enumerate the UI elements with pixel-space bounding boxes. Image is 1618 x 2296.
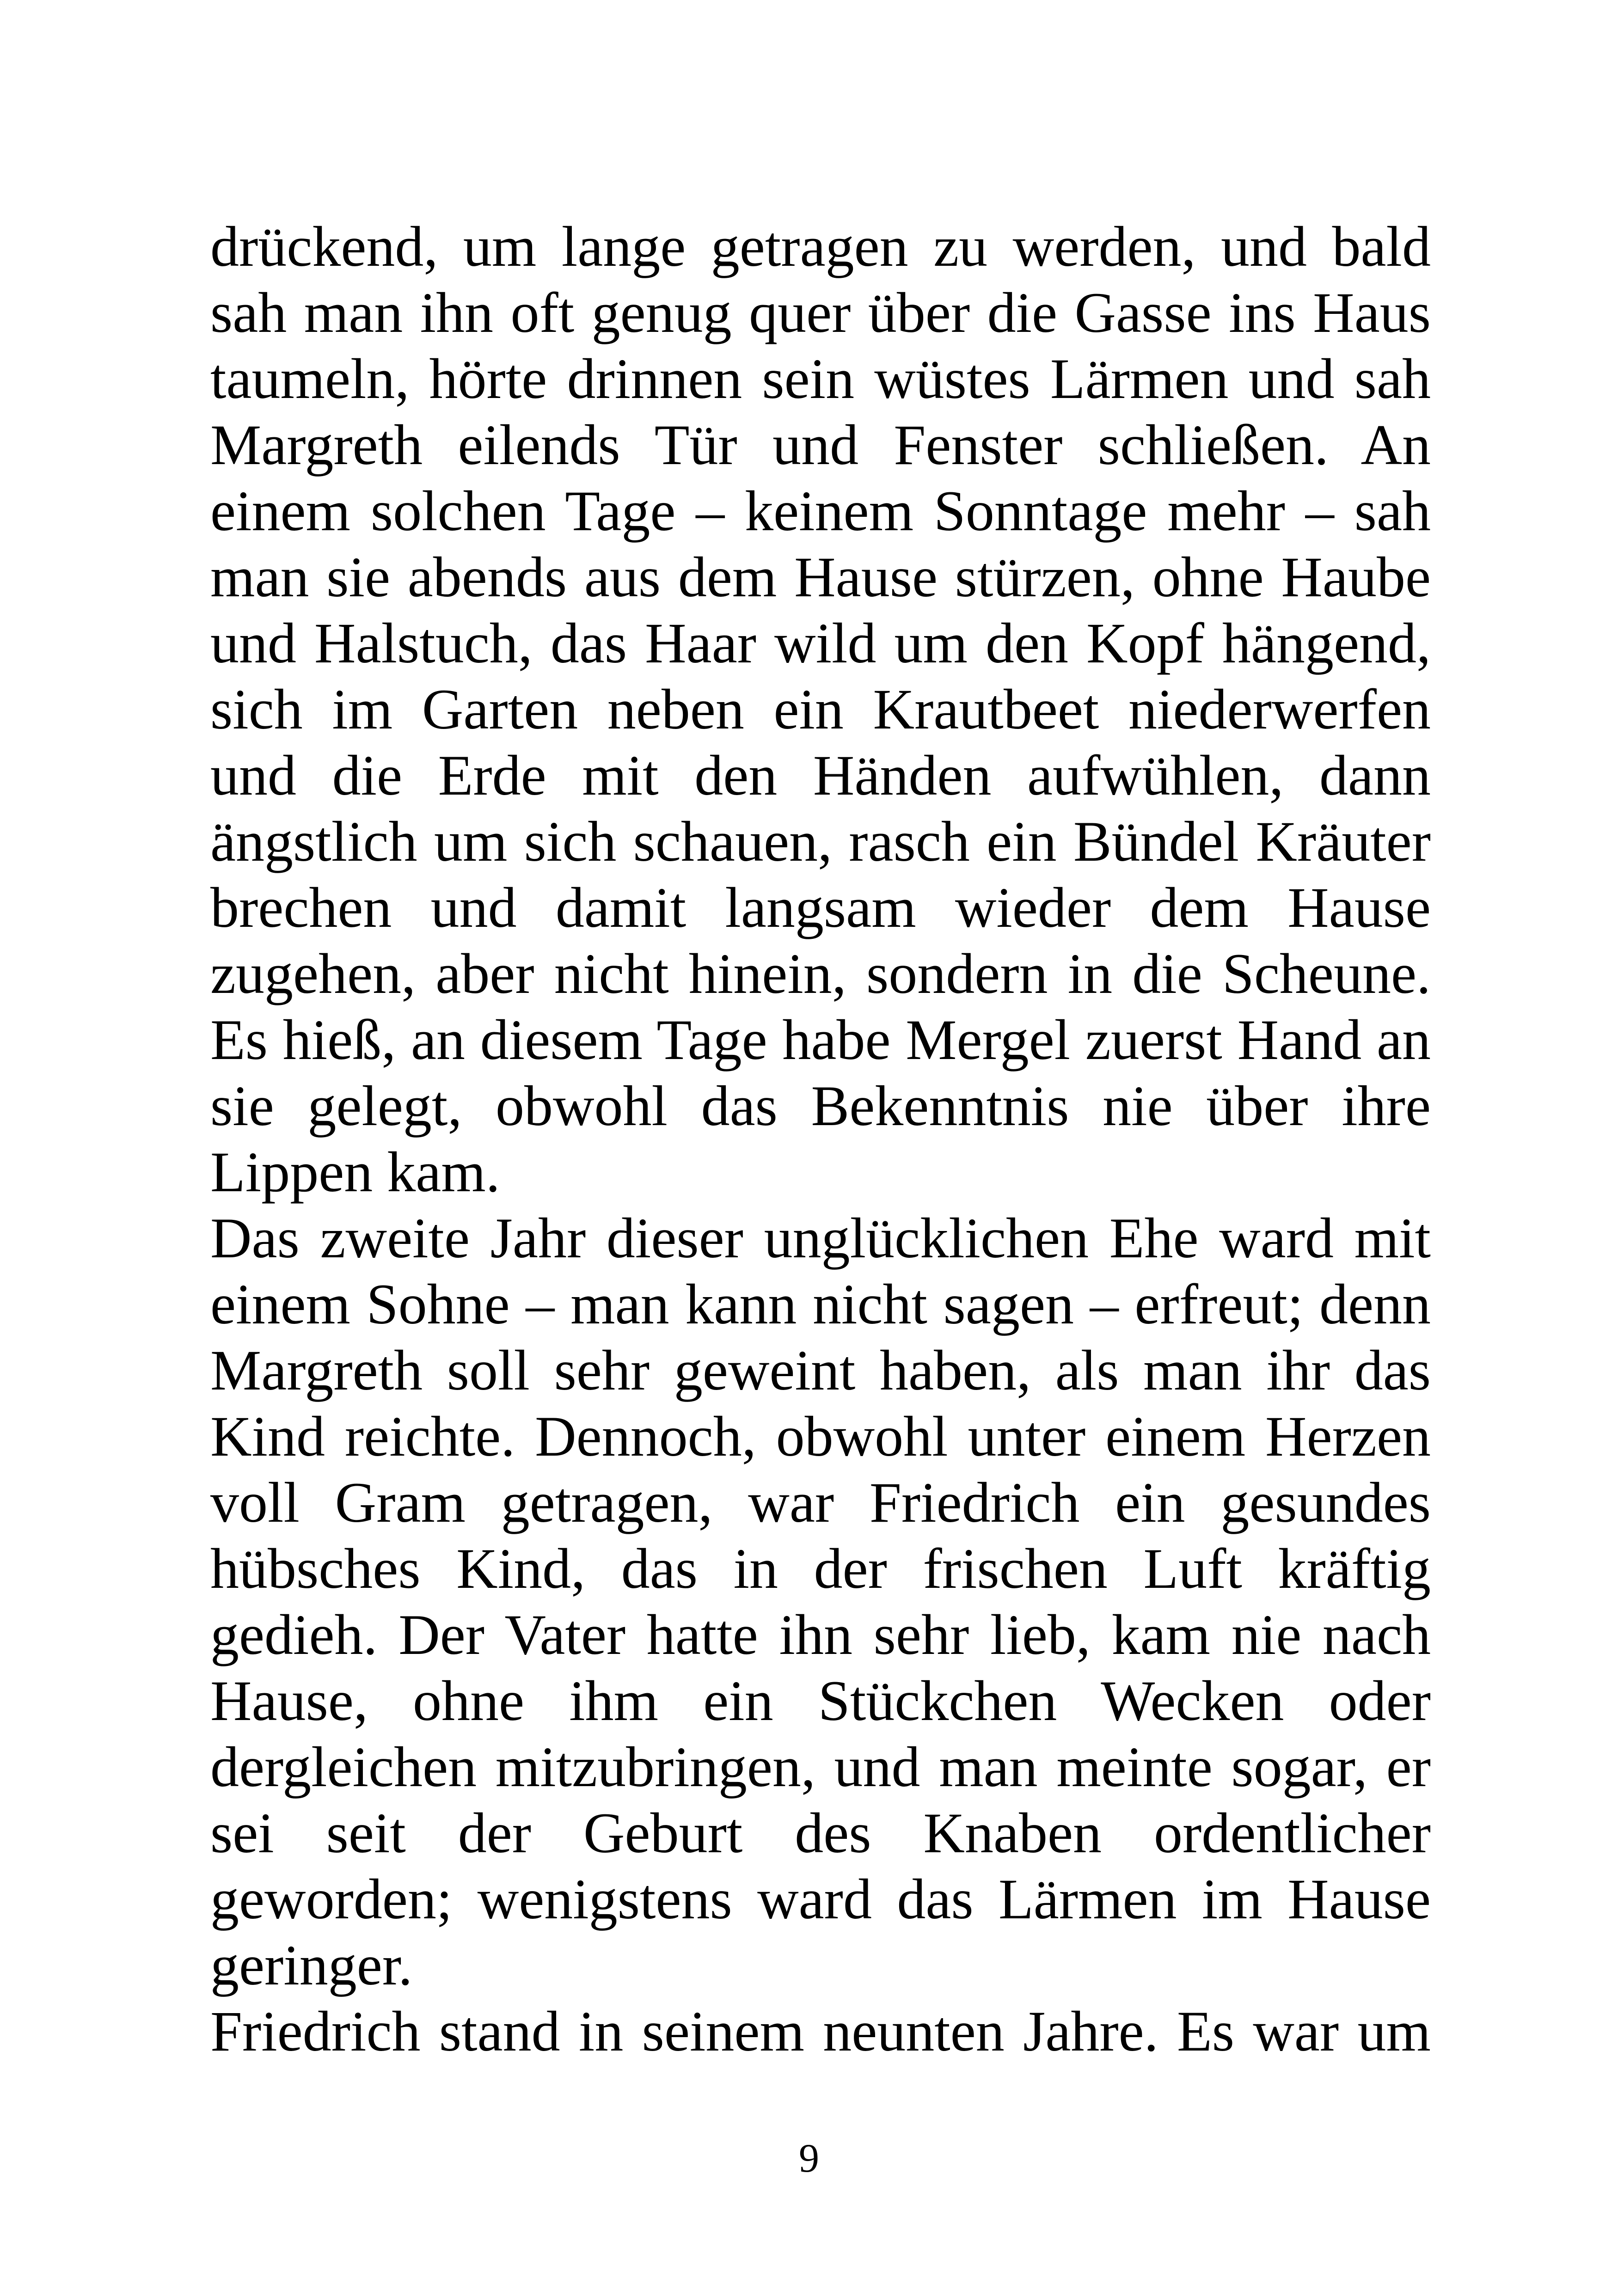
text-line: hübsches Kind, das in der frischen Luft kräftig	[210, 1537, 1431, 1600]
text-line: sei seit der Geburt des Knaben ordentlicher	[210, 1801, 1431, 1865]
text-line: Margreth soll sehr geweint haben, als man ihr das	[210, 1339, 1431, 1402]
text-line: einem solchen Tage – keinem Sonntage mehr – sah	[210, 479, 1431, 543]
body-text	[210, 214, 1431, 2064]
text-line: und die Erde mit den Händen aufwühlen, dann	[210, 744, 1431, 807]
text-line: ängstlich um sich schauen, rasch ein Bündel Kräuter	[210, 810, 1431, 873]
text-line: dergleichen mitzubringen, und man meinte sogar, er	[210, 1735, 1431, 1799]
text-line: geworden; wenigstens ward das Lärmen im Hause	[210, 1867, 1431, 1931]
page-number: 9	[799, 2136, 819, 2181]
text-line: man sie abends aus dem Hause stürzen, ohne Haube	[210, 545, 1431, 609]
text-line: Hause, ohne ihm ein Stückchen Wecken oder	[210, 1669, 1431, 1733]
text-line: und Halstuch, das Haar wild um den Kopf hängend,	[210, 612, 1431, 675]
text-line: drückend, um lange getragen zu werden, und bald	[210, 215, 1431, 278]
text-line: Es hieß, an diesem Tage habe Mergel zuerst Hand an	[210, 1008, 1431, 1071]
text-line: taumeln, hörte drinnen sein wüstes Lärmen und sah	[210, 347, 1431, 410]
text-line: Kind reichte. Dennoch, obwohl unter einem Herzen	[210, 1405, 1431, 1468]
text-line: zugehen, aber nicht hinein, sondern in die Scheune.	[210, 942, 1431, 1005]
text-line: Margreth eilends Tür und Fenster schließen. An	[210, 413, 1431, 477]
text-line: geringer.	[210, 1934, 413, 1997]
text-line: Das zweite Jahr dieser unglücklichen Ehe ward mit	[210, 1206, 1431, 1270]
text-line: sich im Garten neben ein Krautbeet niederwerfen	[210, 678, 1431, 741]
text-line: Friedrich stand in seinem neunten Jahre. Es war um	[210, 2000, 1431, 2063]
text-line: sie gelegt, obwohl das Bekenntnis nie über ihre	[210, 1074, 1431, 1138]
text-line: gedieh. Der Vater hatte ihn sehr lieb, kam nie nach	[210, 1603, 1431, 1666]
text-line: brechen und damit langsam wieder dem Hause	[210, 876, 1431, 939]
text-line: voll Gram getragen, war Friedrich ein gesundes	[210, 1471, 1431, 1534]
text-line: einem Sohne – man kann nicht sagen – erfreut; denn	[210, 1273, 1431, 1336]
text-line: Lippen kam.	[210, 1140, 500, 1204]
text-line: sah man ihn oft genug quer über die Gasse ins Haus	[210, 281, 1431, 344]
